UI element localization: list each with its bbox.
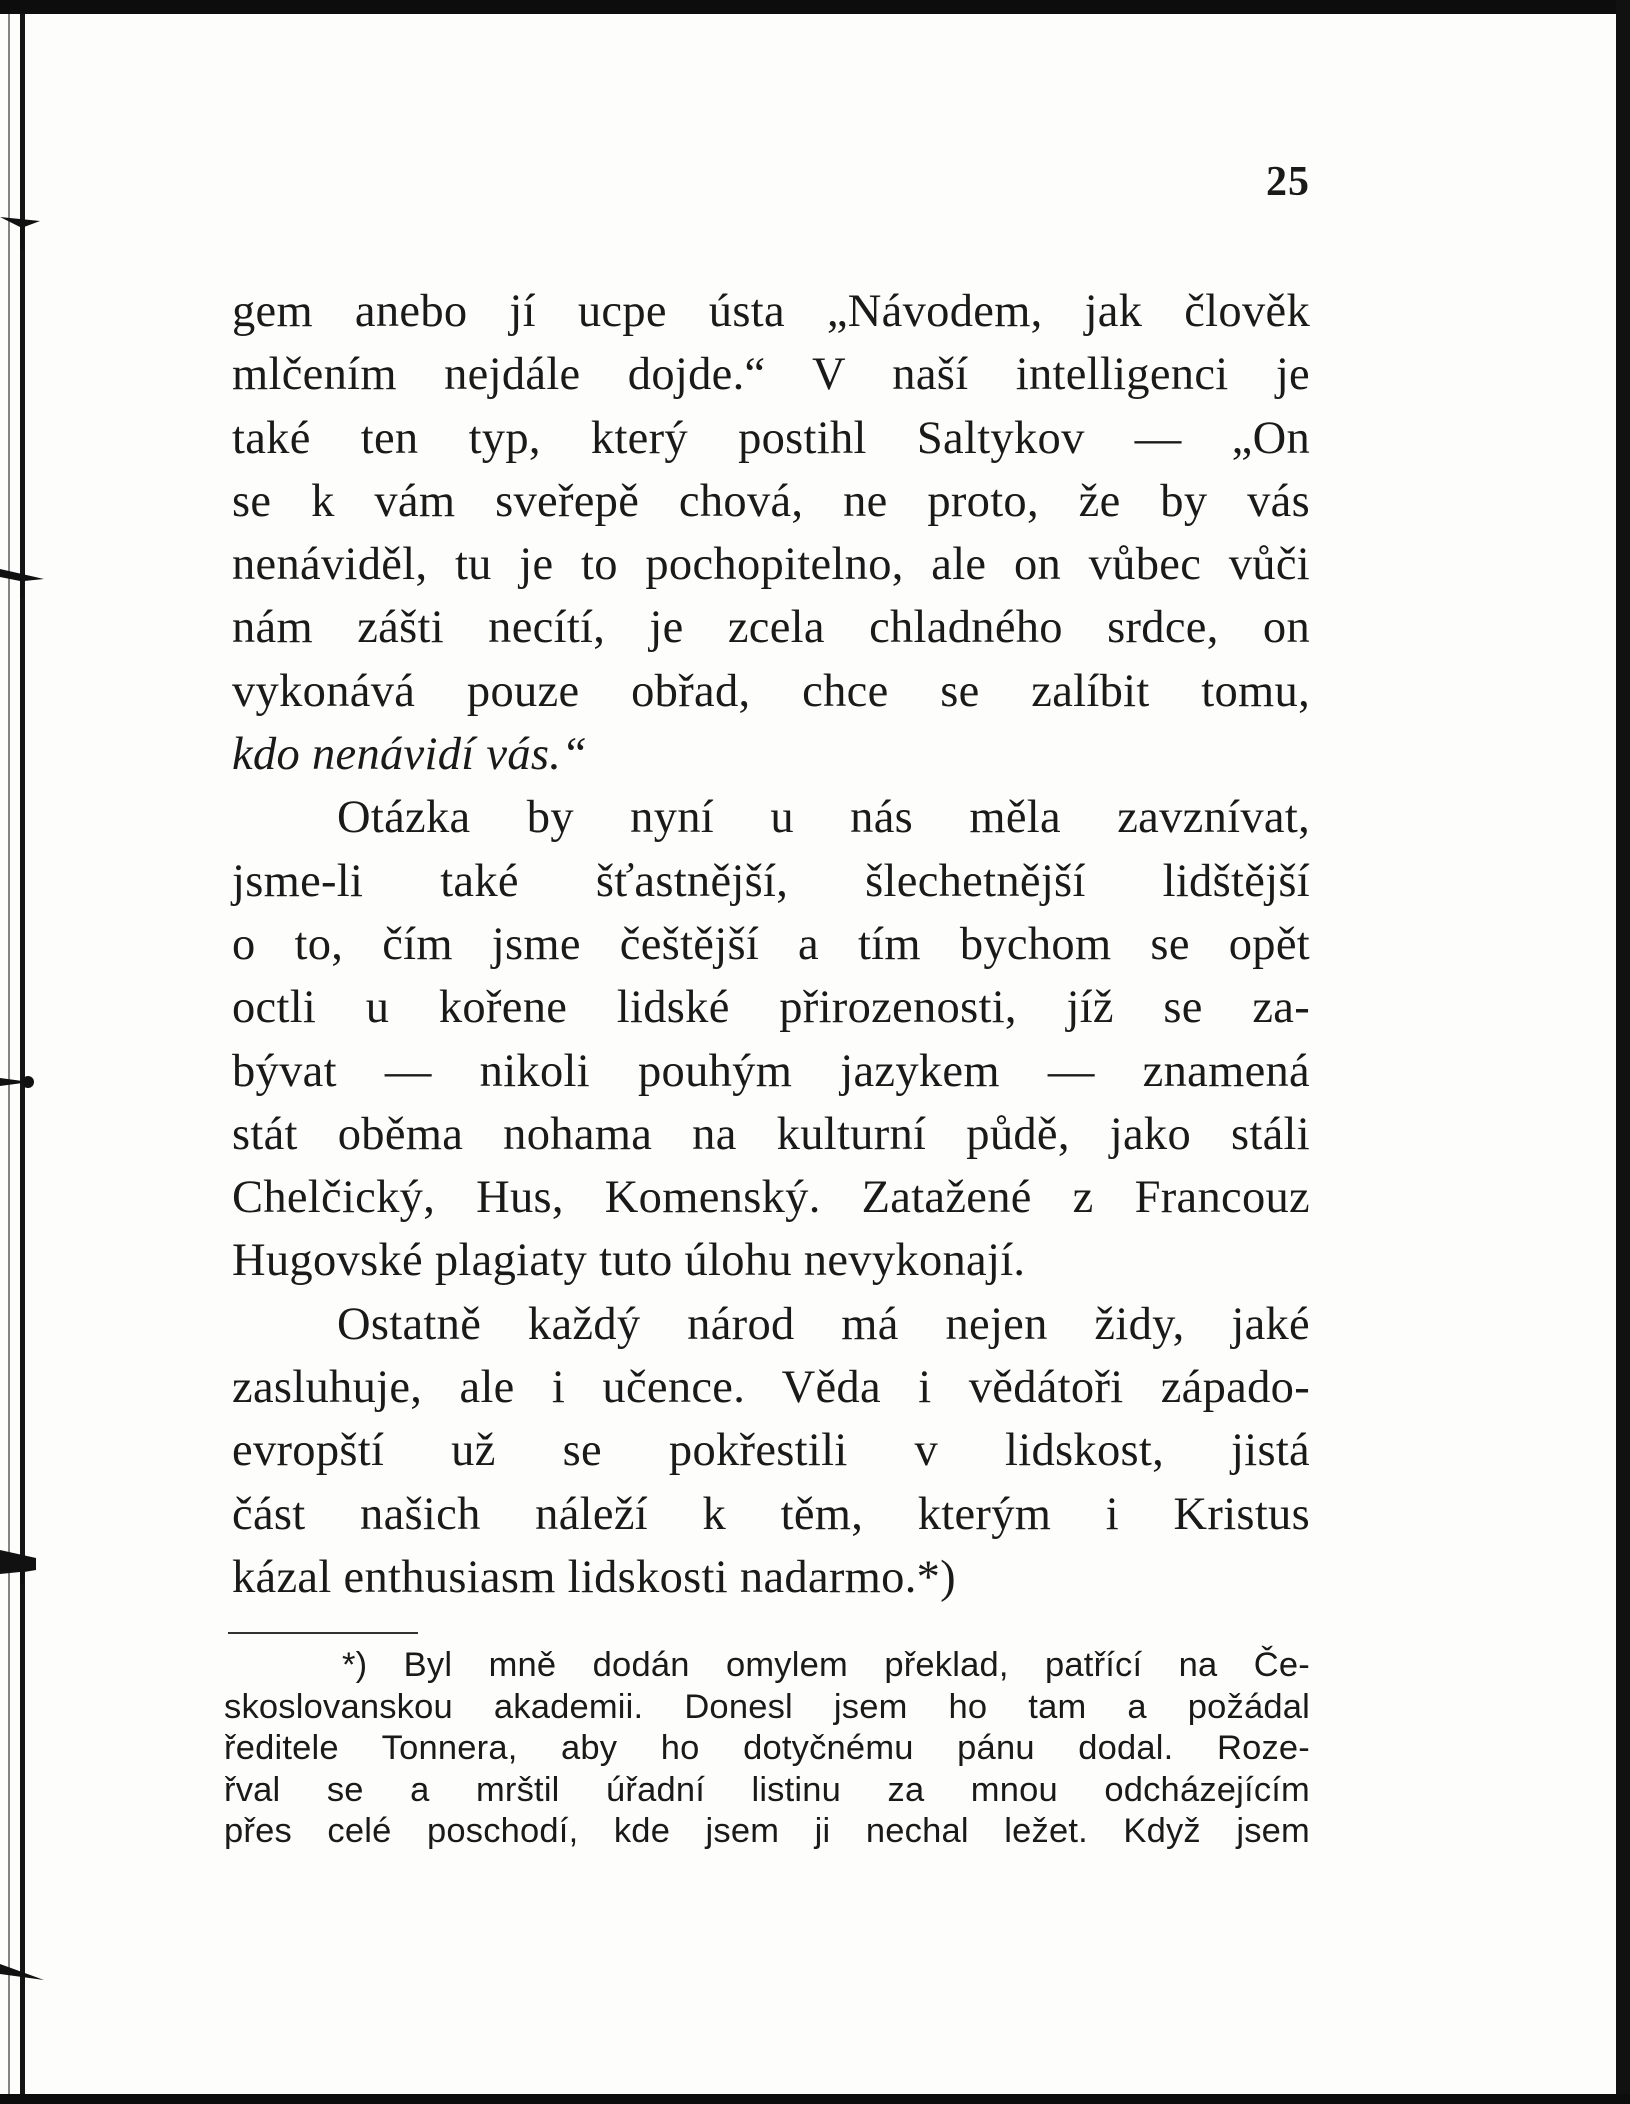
- body-line: Ostatně každý národ má nejen židy, jaké: [337, 1298, 1310, 1350]
- body-line: mlčením nejdále dojde.“ V naší intelligenci je: [232, 349, 1310, 401]
- binding-stitch-icon: [0, 209, 44, 249]
- body-line: octli u kořene lidské přirozenosti, jíž se za-: [232, 982, 1310, 1034]
- body-line: evropští už se pokřestili v lidskost, jistá: [232, 1425, 1310, 1477]
- body-line: kázal enthusiasm lidskosti nadarmo.*): [232, 1551, 956, 1603]
- footnote-separator: [228, 1632, 418, 1634]
- body-line: Hugovské plagiaty tuto úlohu nevykonají.: [232, 1235, 1026, 1287]
- binding-stitch-icon: [0, 559, 44, 599]
- body-text: [232, 280, 1310, 1609]
- body-line: nenáviděl, tu je to pochopitelno, ale on vůbec vůči: [232, 539, 1310, 591]
- body-line: stát oběma nohama na kulturní půdě, jako stáli: [232, 1108, 1310, 1160]
- body-line: také ten typ, který postihl Saltykov — „On: [232, 412, 1310, 464]
- footnote-line: řval se a mrštil úřadní listinu za mnou odcházejícím: [224, 1770, 1310, 1809]
- scan-border-bottom: [0, 2094, 1630, 2104]
- body-line: bývat — nikoli pouhým jazykem — znamená: [232, 1045, 1310, 1097]
- body-line: jsme-li také šťastnější, šlechetnější lidštější: [232, 855, 1310, 907]
- body-line: kdo nenávidí vás.“: [232, 729, 588, 781]
- footnote-text: [224, 1645, 1310, 1853]
- body-line: vykonává pouze obřad, chce se zalíbit tomu,: [232, 665, 1310, 717]
- body-line: část našich náleží k těm, kterým i Kristus: [232, 1488, 1310, 1540]
- scan-border-top: [0, 0, 1630, 14]
- body-line: gem anebo jí ucpe ústa „Návodem, jak člověk: [232, 286, 1310, 337]
- page-number: 25: [1266, 159, 1310, 205]
- footnote-line: skoslovanskou akademii. Donesl jsem ho tam a požádal: [224, 1687, 1310, 1726]
- book-spine-binding: [0, 14, 44, 2094]
- binding-stitch-icon: [0, 1544, 44, 1584]
- footnote-line: ředitele Tonnera, aby ho dotyčnému pánu dodal. Roze-: [224, 1729, 1310, 1767]
- footnote-line: *) Byl mně dodán omylem překlad, patřící na Če-: [342, 1646, 1310, 1684]
- body-line: se k vám sveřepě chová, ne proto, že by vás: [232, 475, 1310, 527]
- binding-stitch-icon: [0, 1064, 44, 1104]
- body-line: o to, čím jsme češtější a tím bychom se opět: [232, 918, 1310, 970]
- body-line: zasluhuje, ale i učence. Věda i vědátoři západo-: [232, 1362, 1310, 1414]
- scan-border-right: [1616, 0, 1630, 2104]
- footnote-line: přes celé poschodí, kde jsem ji nechal ležet. Když jsem: [224, 1812, 1310, 1850]
- body-line: Otázka by nyní u nás měla zavznívat,: [337, 792, 1310, 844]
- body-line: Chelčický, Hus, Komenský. Zatažené z Francouz: [232, 1172, 1310, 1224]
- binding-stitch-icon: [0, 1944, 44, 1984]
- body-line: nám zášti necítí, je zcela chladného srdce, on: [232, 602, 1310, 654]
